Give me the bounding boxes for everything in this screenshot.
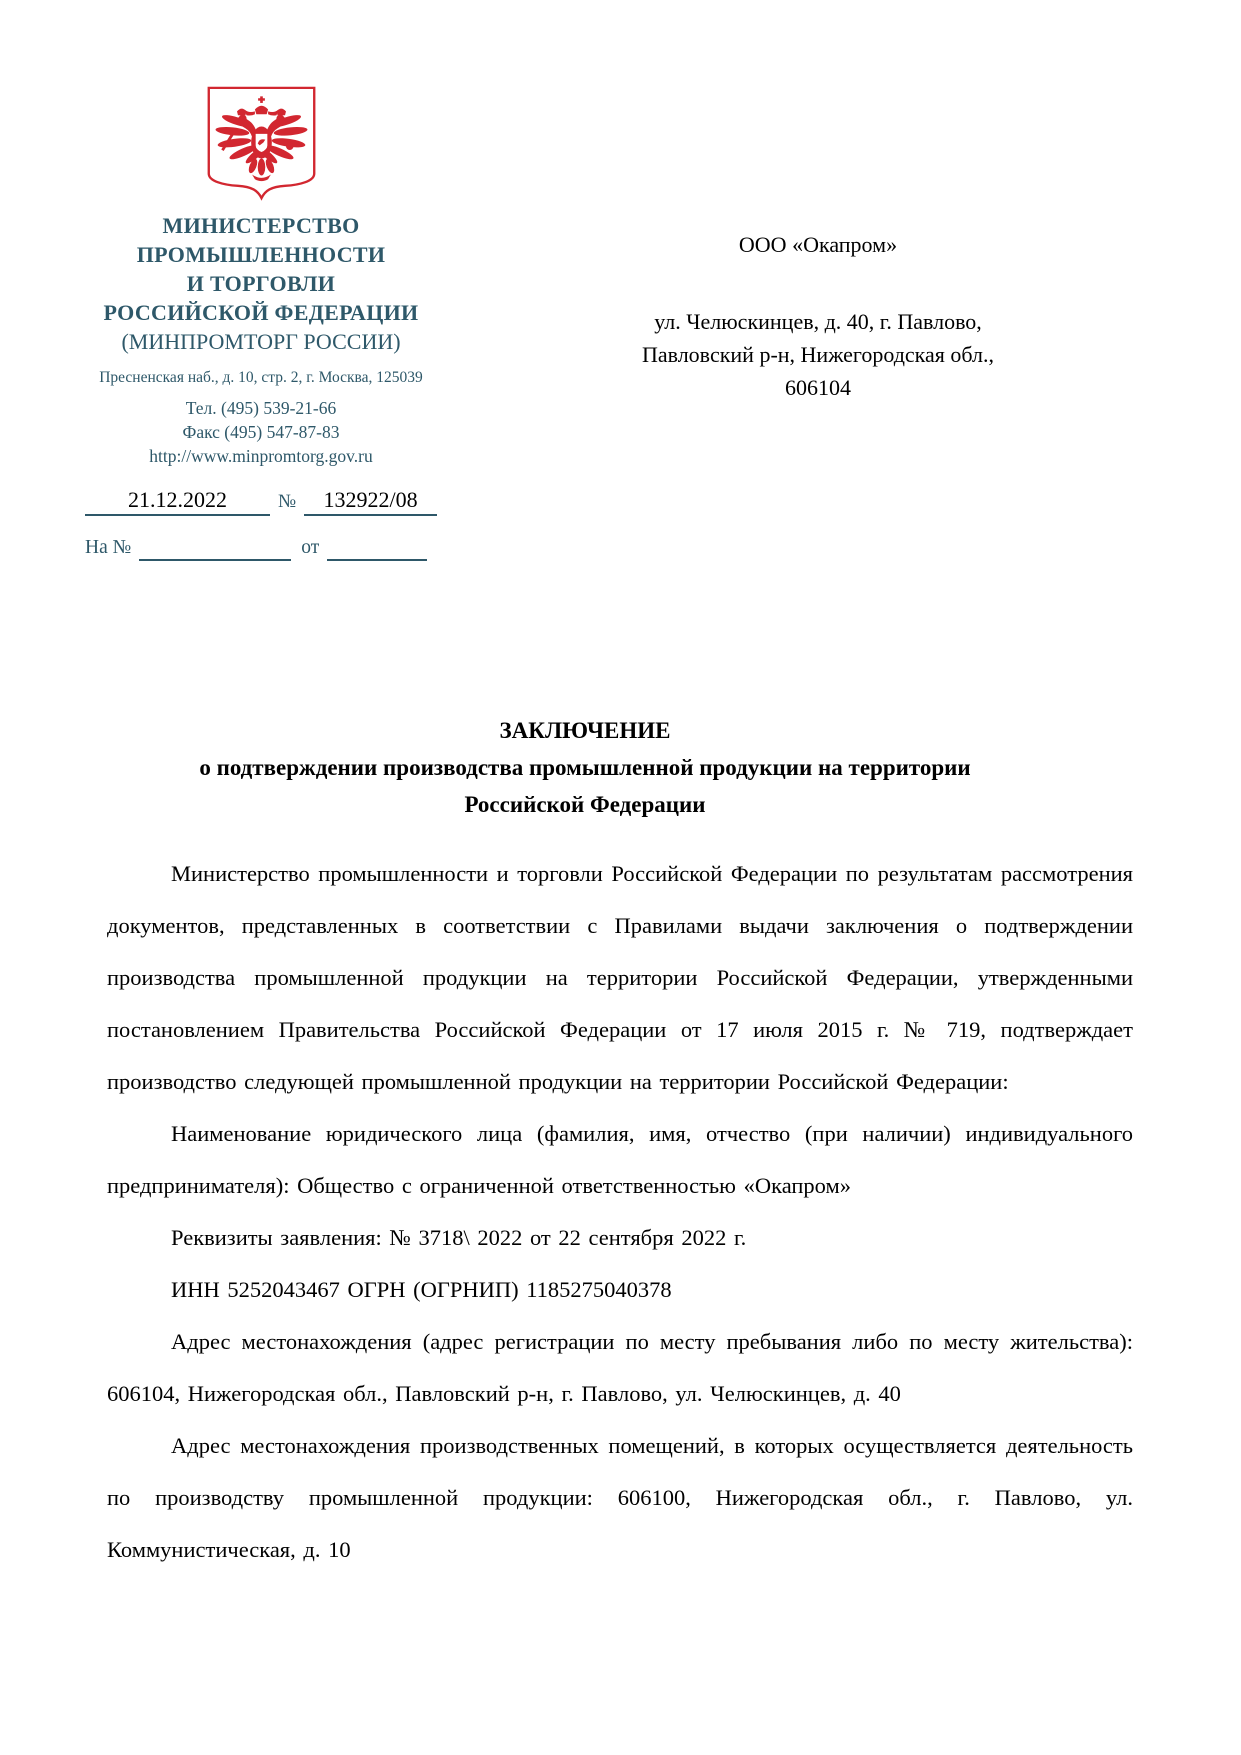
ministry-postal-address: Пресненская наб., д. 10, стр. 2, г. Москва, 125039 [99, 369, 423, 386]
recipient-address-line: 606104 [785, 375, 851, 400]
document-date: 21.12.2022 [85, 486, 270, 516]
recipient-address-line: ул. Челюскинцев, д. 40, г. Павлово, [654, 309, 982, 334]
title-line-3: Российской Федерации [464, 792, 706, 817]
ministry-contacts [85, 396, 437, 468]
recipient-address-line: Павловский р-н, Нижегородская обл., [641, 342, 995, 367]
body-paragraph-production-address: Адрес местонахождения производственных помещений, в которых осуществляется деятельность по производству промышленной продукции: 606100, Нижегородская обл., г. Павлово, ул. Коммунистическая, д. 10 [107, 1433, 1133, 1562]
coat-of-arms-icon [85, 84, 437, 201]
ministry-name-line: МИНИСТЕРСТВО [162, 213, 360, 238]
ministry-fax: Факс (495) 547-87-83 [182, 422, 340, 442]
reference-from-label: от [301, 537, 320, 558]
body-paragraph-registration-address: Адрес местонахождения (адрес регистрации по месту пребывания либо по месту жительства): 606104, Нижегородская обл., Павловский р-н, г. Павлово, ул. Челюскинцев, д. 40 [107, 1329, 1133, 1406]
document-number: 132922/08 [304, 486, 437, 516]
recipient-block [592, 228, 1044, 404]
letterhead [85, 84, 437, 561]
ministry-short-name: (МИНПРОМТОРГ РОССИИ) [121, 329, 401, 354]
body-paragraph-intro: Министерство промышленности и торговли Российской Федерации по результатам рассмотрения документов, представленных в соответствии с Правилами выдачи заключения о подтверждении производства промышленной продукции на территории Российской Федерации, утвержденными постановлением Правительства Российской Федерации от 17 июля 2015 г. № 719, подтверждает производство следующей промышленной продукции на территории Российской Федерации: [107, 861, 1133, 1094]
ministry-name [85, 211, 437, 327]
recipient-name: ООО «Окапром» [738, 232, 898, 257]
number-sign: № [278, 491, 297, 512]
ministry-name-line: РОССИЙСКОЙ ФЕДЕРАЦИИ [103, 300, 419, 325]
document-body [107, 848, 1133, 1576]
body-paragraph-inn-ogrn: ИНН 5252043467 ОГРН (ОГРНИП) 1185275040378 [171, 1277, 672, 1302]
ministry-name-line: И ТОРГОВЛИ [186, 271, 336, 296]
document-title [85, 712, 1085, 823]
reference-row [85, 533, 437, 561]
body-paragraph-application: Реквизиты заявления: № 3718\ 2022 от 22 сентября 2022 г. [171, 1225, 747, 1250]
reference-label: На № [85, 537, 132, 558]
body-paragraph-legal-entity: Наименование юридического лица (фамилия, имя, отчество (при наличии) индивидуального предпринимателя): Общество с ограниченной ответственностью «Окапром» [107, 1121, 1133, 1198]
ministry-name-line: ПРОМЫШЛЕННОСТИ [136, 242, 386, 267]
ministry-website: http://www.minpromtorg.gov.ru [149, 446, 373, 466]
date-number-row [85, 486, 437, 516]
reference-number-blank [139, 533, 291, 561]
ministry-phone: Тел. (495) 539-21-66 [185, 398, 337, 418]
reference-date-blank [327, 533, 427, 561]
title-line-1: ЗАКЛЮЧЕНИЕ [499, 718, 671, 743]
title-line-2: о подтверждении производства промышленной продукции на территории [199, 755, 971, 780]
